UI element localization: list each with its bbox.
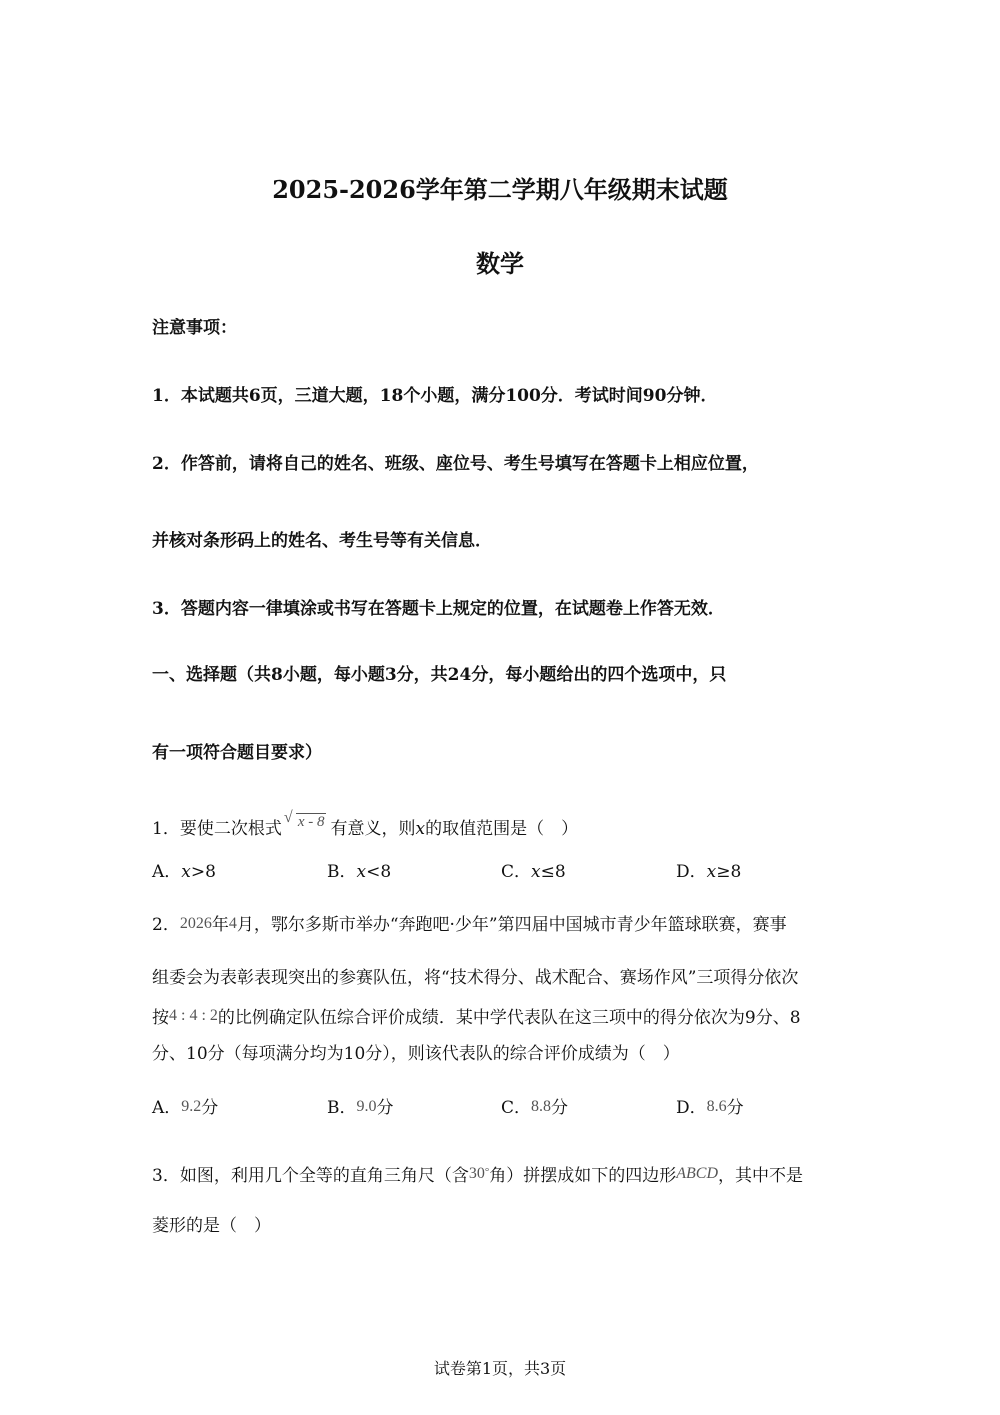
notice-item-1: 1．本试题共6页，三道大题，18个小题，满分100分．考试时间90分钟． xyxy=(152,386,718,406)
question-2-option-b[interactable] xyxy=(327,1095,394,1120)
section-1-heading-line-2: 有一项符合题目要求） xyxy=(152,743,322,763)
option-unit: 分 xyxy=(376,1098,394,1118)
option-variable: x xyxy=(531,862,541,882)
question-1-prefix: 1．要使二次根式 xyxy=(152,819,282,839)
option-unit: 分 xyxy=(726,1098,744,1118)
radical-expression xyxy=(284,809,327,834)
option-value: ≤8 xyxy=(540,862,566,882)
radicand-text: x - 8 xyxy=(297,814,325,830)
question-2-line-3 xyxy=(152,1004,801,1030)
question-2-text: 月，鄂尔多斯市举办“奔跑吧·少年”第四届中国城市青少年篮球联赛，赛事 xyxy=(236,915,787,935)
question-2-text: 年 xyxy=(211,915,229,935)
notice-heading: 注意事项： xyxy=(152,318,237,338)
question-3-line-2: 菱形的是（ ） xyxy=(152,1216,271,1236)
question-3-text: 角）拼摆成如下的四边形 xyxy=(489,1166,677,1186)
option-letter: A． xyxy=(152,1098,182,1118)
question-2-text: 的比例确定队伍综合评价成绩．某中学代表队在这三项中的得分依次为9分、8 xyxy=(217,1008,801,1028)
option-unit: 分 xyxy=(551,1098,569,1118)
option-variable: x xyxy=(181,862,191,882)
option-value: 8.8 xyxy=(531,1098,552,1115)
question-2-month: 4 xyxy=(228,915,237,932)
angle-value: 30 xyxy=(468,1165,485,1182)
option-letter: C． xyxy=(501,1098,532,1118)
page-footer: 试卷第1页，共3页 xyxy=(433,1359,567,1378)
option-unit: 分 xyxy=(201,1098,219,1118)
ratio-expression: 4 : 4 : 2 xyxy=(169,1007,218,1024)
option-letter: B． xyxy=(327,1098,357,1118)
quadrilateral-name: ABCD xyxy=(676,1165,719,1182)
section-1-heading-line-1: 一、选择题（共8小题，每小题3分，共24分，每小题给出的四个选项中，只 xyxy=(152,665,727,685)
question-2-option-c[interactable] xyxy=(501,1095,568,1120)
option-letter: B． xyxy=(327,862,357,882)
question-3-text: ，其中不是 xyxy=(718,1166,804,1186)
option-value: 9.0 xyxy=(356,1098,377,1115)
option-variable: x xyxy=(356,862,367,882)
question-3-text: 3．如图，利用几个全等的直角三角尺（含 xyxy=(152,1166,469,1186)
question-2-year: 2026 xyxy=(179,915,212,932)
subject-title: 数学 xyxy=(476,249,524,278)
question-2-option-d[interactable] xyxy=(676,1095,744,1120)
option-letter: A． xyxy=(152,862,182,882)
question-2-text: 按 xyxy=(152,1008,169,1028)
question-2-line-2: 组委会为表彰表现突出的参赛队伍，将“技术得分、战术配合、赛场作风”三项得分依次 xyxy=(152,968,799,988)
notice-item-2-line-2: 并核对条形码上的姓名、考生号等有关信息． xyxy=(152,531,492,551)
exam-title: 2025-2026学年第二学期八年级期末试题 xyxy=(272,175,728,204)
option-letter: D． xyxy=(676,862,707,882)
question-1 xyxy=(152,809,578,841)
question-3-line-1 xyxy=(152,1160,803,1188)
option-value: >8 xyxy=(190,862,216,882)
question-1-option-a[interactable] xyxy=(152,860,216,884)
option-value: 9.2 xyxy=(181,1098,202,1115)
question-1-variable: x xyxy=(415,819,426,839)
question-2-option-a[interactable] xyxy=(152,1095,218,1120)
question-1-option-b[interactable] xyxy=(327,860,391,884)
notice-item-2-line-1: 2．作答前，请将自己的姓名、班级、座位号、考生号填写在答题卡上相应位置， xyxy=(152,454,759,474)
option-letter: D． xyxy=(676,1098,707,1118)
question-1-option-d[interactable] xyxy=(676,860,741,884)
notice-item-3: 3．答题内容一律填涂或书写在答题卡上规定的位置，在试题卷上作答无效． xyxy=(152,599,725,619)
option-variable: x xyxy=(706,862,717,882)
radicand xyxy=(296,813,327,830)
question-1-suffix: 的取值范围是（ ） xyxy=(425,819,579,839)
option-value: ≥8 xyxy=(716,862,742,882)
option-value: 8.6 xyxy=(706,1098,727,1115)
option-letter: C． xyxy=(501,862,532,882)
question-2-line-1 xyxy=(152,912,787,937)
question-2-number: 2． xyxy=(152,915,180,935)
degree-symbol: ° xyxy=(484,1166,490,1178)
option-value: <8 xyxy=(366,862,392,882)
question-2-line-4: 分、10分（每项满分均为10分），则该代表队的综合评价成绩为（ ） xyxy=(152,1044,680,1064)
radical-sign: √ xyxy=(283,809,293,826)
question-1-mid: 有意义，则 xyxy=(330,819,416,839)
question-1-option-c[interactable] xyxy=(501,860,566,884)
